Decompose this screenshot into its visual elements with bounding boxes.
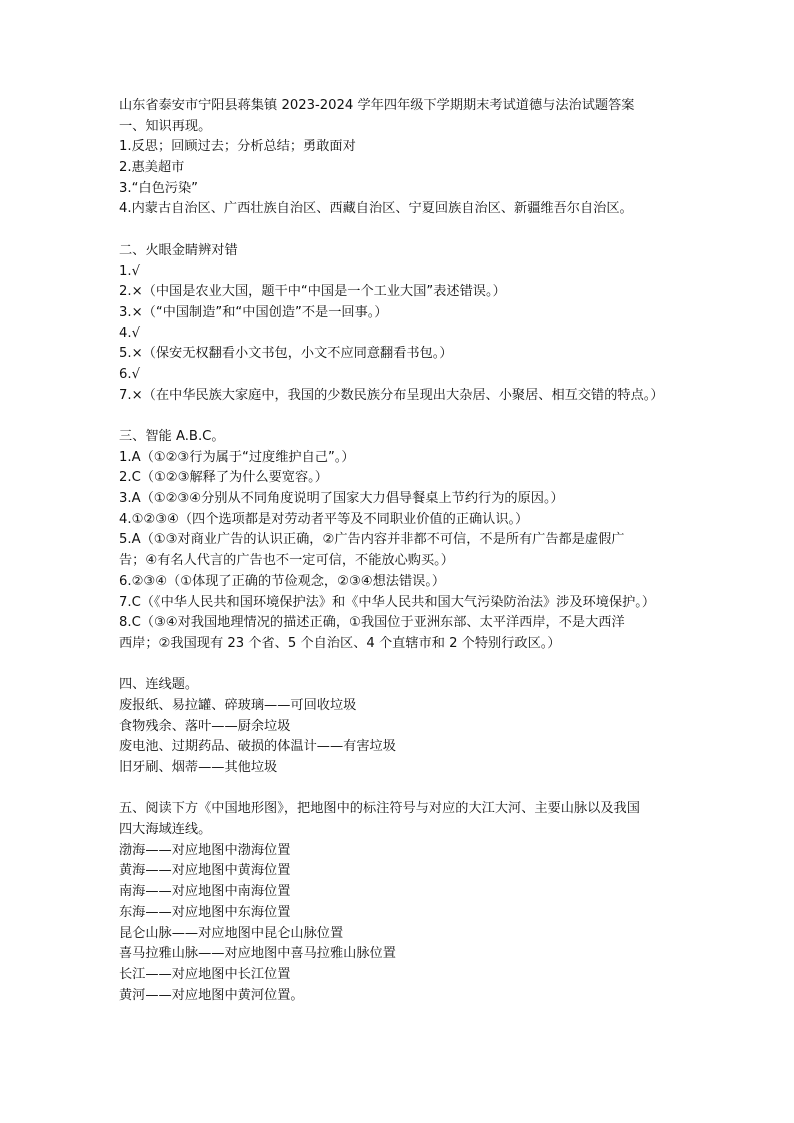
answer-line: 6.②③④（①体现了正确的节俭观念，②③④想法错误。） bbox=[119, 573, 446, 589]
answer-line: 2.C（①②③解释了为什么要宽容。） bbox=[119, 470, 328, 486]
section-gap bbox=[119, 220, 689, 241]
answer-line: 1.反思；回顾过去；分析总结；勇敢面对 bbox=[119, 139, 356, 155]
answer-line: 废报纸、易拉罐、碎玻璃——可回收垃圾 bbox=[119, 697, 357, 713]
answer-line: 渤海——对应地图中渤海位置 bbox=[119, 842, 291, 858]
answer-line: 东海——对应地图中东海位置 bbox=[119, 904, 291, 920]
answer-line: 3.“白色污染” bbox=[119, 180, 198, 196]
answer-line: 昆仑山脉——对应地图中昆仑山脉位置 bbox=[119, 925, 344, 941]
answer-line: 5.A（①③对商业广告的认识正确，②广告内容并非都不可信，不是所有广告都是虚假广 bbox=[119, 532, 625, 548]
answer-line: 6.√ bbox=[119, 366, 140, 382]
answer-line: 长江——对应地图中长江位置 bbox=[119, 966, 291, 982]
answer-line: 喜马拉雅山脉——对应地图中喜马拉雅山脉位置 bbox=[119, 946, 396, 962]
document-title: 山东省泰安市宁阳县蒋集镇 2023-2024 学年四年级下学期期末考试道德与法治试题答案 bbox=[119, 98, 635, 113]
section-gap bbox=[119, 406, 689, 427]
answer-line: 3.×（“中国制造”和“中国创造”不是一回事。） bbox=[119, 304, 388, 320]
section-gap bbox=[119, 655, 689, 676]
answer-line: 南海——对应地图中南海位置 bbox=[119, 884, 291, 900]
answer-line: 黄河——对应地图中黄河位置。 bbox=[119, 987, 304, 1003]
answer-line: 西岸；②我国现有 23 个省、5 个自治区、4 个直辖市和 2 个特别行政区。） bbox=[119, 635, 561, 651]
answer-line: 4.①②③④（四个选项都是对劳动者平等及不同职业价值的正确认识。） bbox=[119, 511, 529, 527]
answer-line: 7.C（《中华人民共和国环境保护法》和《中华人民共和国大气污染防治法》涉及环境保护。） bbox=[119, 594, 656, 610]
answer-line: 食物残余、落叶——厨余垃圾 bbox=[119, 718, 291, 734]
answer-line: 告；④有名人代言的广告也不一定可信，不能放心购买。） bbox=[119, 553, 454, 569]
answer-line: 5.×（保安无权翻看小文书包，小文不应同意翻看书包。） bbox=[119, 346, 453, 362]
section-1-heading: 一、知识再现。 bbox=[119, 118, 212, 134]
answer-line: 4.内蒙古自治区、广西壮族自治区、西藏自治区、宁夏回族自治区、新疆维吾尔自治区。 bbox=[119, 201, 633, 217]
section-5-heading: 五、阅读下方《中国地形图》，把地图中的标注符号与对应的大江大河、主要山脉以及我国 bbox=[119, 801, 640, 817]
section-5-heading-cont: 四大海域连线。 bbox=[119, 822, 212, 838]
document-page bbox=[119, 96, 689, 1006]
answer-line: 旧牙刷、烟蒂——其他垃圾 bbox=[119, 760, 278, 775]
answer-line: 废电池、过期药品、破损的体温计——有害垃圾 bbox=[119, 739, 396, 755]
answer-line: 7.×（在中华民族大家庭中，我国的少数民族分布呈现出大杂居、小聚居、相互交错的特点。） bbox=[119, 387, 664, 403]
answer-line: 2.×（中国是农业大国，题干中“中国是一个工业大国”表述错误。） bbox=[119, 284, 506, 300]
answer-line: 4.√ bbox=[119, 325, 140, 341]
answer-line: 1.A（①②③行为属于“过度维护自己”。） bbox=[119, 449, 355, 465]
answer-line: 1.√ bbox=[119, 263, 140, 279]
section-4-heading: 四、连线题。 bbox=[119, 677, 199, 693]
section-gap bbox=[119, 779, 689, 800]
section-2-heading: 二、火眼金睛辨对错 bbox=[119, 242, 238, 258]
answer-line: 黄海——对应地图中黄海位置 bbox=[119, 863, 291, 879]
section-3-heading: 三、智能 A.B.C。 bbox=[119, 429, 225, 444]
answer-line: 3.A（①②③④分别从不同角度说明了国家大力倡导餐桌上节约行为的原因。） bbox=[119, 491, 564, 507]
answer-line: 2.惠美超市 bbox=[119, 160, 185, 176]
answer-line: 8.C（③④对我国地理情况的描述正确，①我国位于亚洲东部、太平洋西岸，不是大西洋 bbox=[119, 615, 625, 631]
